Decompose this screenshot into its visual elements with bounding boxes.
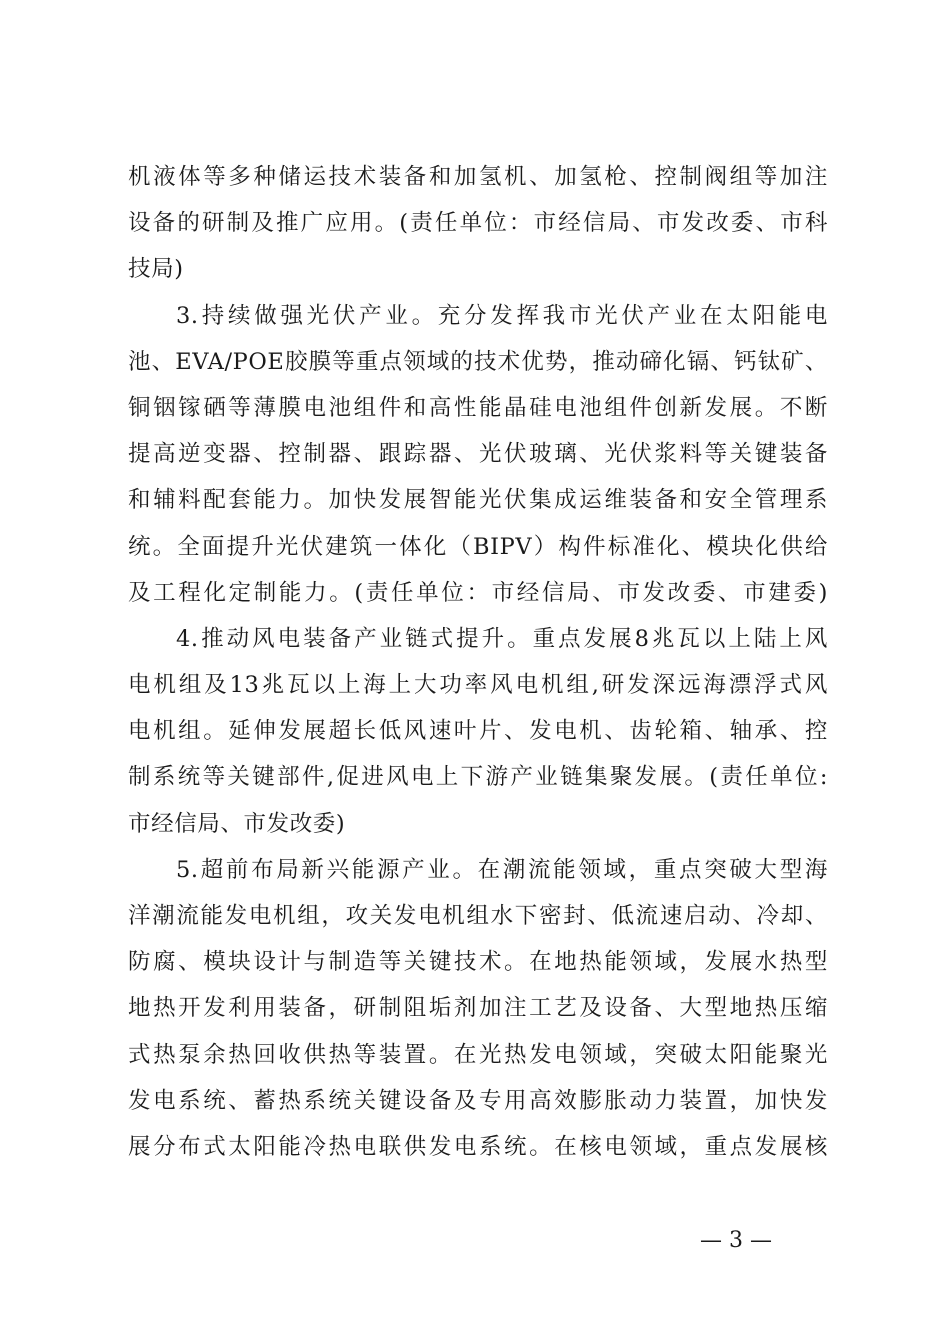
- text-line: 式热泵余热回收供热等装置。在光热发电领域，突破太阳能聚光: [128, 1041, 828, 1068]
- text-line: 机液体等多种储运技术装备和加氢机、加氢枪、控制阀组等加注: [128, 164, 828, 190]
- body-text: [128, 154, 828, 1170]
- text-line: 电机组。延伸发展超长低风速叶片、发电机、齿轮箱、轴承、控: [128, 718, 828, 745]
- text-line: 电机组及13兆瓦以上海上大功率风电机组,研发深远海漂浮式风: [128, 672, 828, 699]
- text-line: 市经信局、市发改委): [128, 810, 346, 837]
- text-line: 洋潮流能发电机组，攻关发电机组水下密封、低流速启动、冷却、: [128, 903, 828, 929]
- paragraph-5-heading-line: 5.超前布局新兴能源产业。在潮流能领域，重点突破大型海: [176, 856, 828, 883]
- text-line: 及工程化定制能力。(责任单位：市经信局、市发改委、市建委): [128, 579, 828, 606]
- text-line: 和辅料配套能力。加快发展智能光伏集成运维装备和安全管理系: [128, 487, 828, 514]
- text-line: 提高逆变器、控制器、跟踪器、光伏玻璃、光伏浆料等关键装备: [128, 441, 828, 468]
- text-line: 技局): [128, 256, 184, 283]
- text-line: 发电系统、蓄热系统关键设备及专用高效膨胀动力装置，加快发: [128, 1087, 828, 1114]
- text-line: 地热开发利用装备，研制阻垢剂加注工艺及设备、大型地热压缩: [128, 995, 828, 1022]
- text-line: 铜铟镓硒等薄膜电池组件和高性能晶硅电池组件创新发展。不断: [128, 394, 828, 421]
- text-line: 展分布式太阳能冷热电联供发电系统。在核电领域，重点发展核: [128, 1133, 828, 1160]
- page-number: — 3 —: [700, 1228, 772, 1253]
- text-line: 防腐、模块设计与制造等关键技术。在地热能领域，发展水热型: [128, 949, 828, 976]
- text-line: 池、EVA/POE胶膜等重点领域的技术优势，推动碲化镉、钙钛矿、: [128, 348, 828, 375]
- paragraph-4-heading-line: 4.推动风电装备产业链式提升。重点发展8兆瓦以上陆上风: [176, 625, 828, 652]
- paragraph-3-heading-line: 3.持续做强光伏产业。充分发挥我市光伏产业在太阳能电: [176, 302, 828, 329]
- text-line: 统。全面提升光伏建筑一体化（BIPV）构件标准化、模块化供给: [128, 533, 828, 560]
- text-line: 制系统等关键部件,促进风电上下游产业链集聚发展。(责任单位:: [128, 764, 828, 791]
- text-line: 设备的研制及推广应用。(责任单位：市经信局、市发改委、市科: [128, 210, 828, 237]
